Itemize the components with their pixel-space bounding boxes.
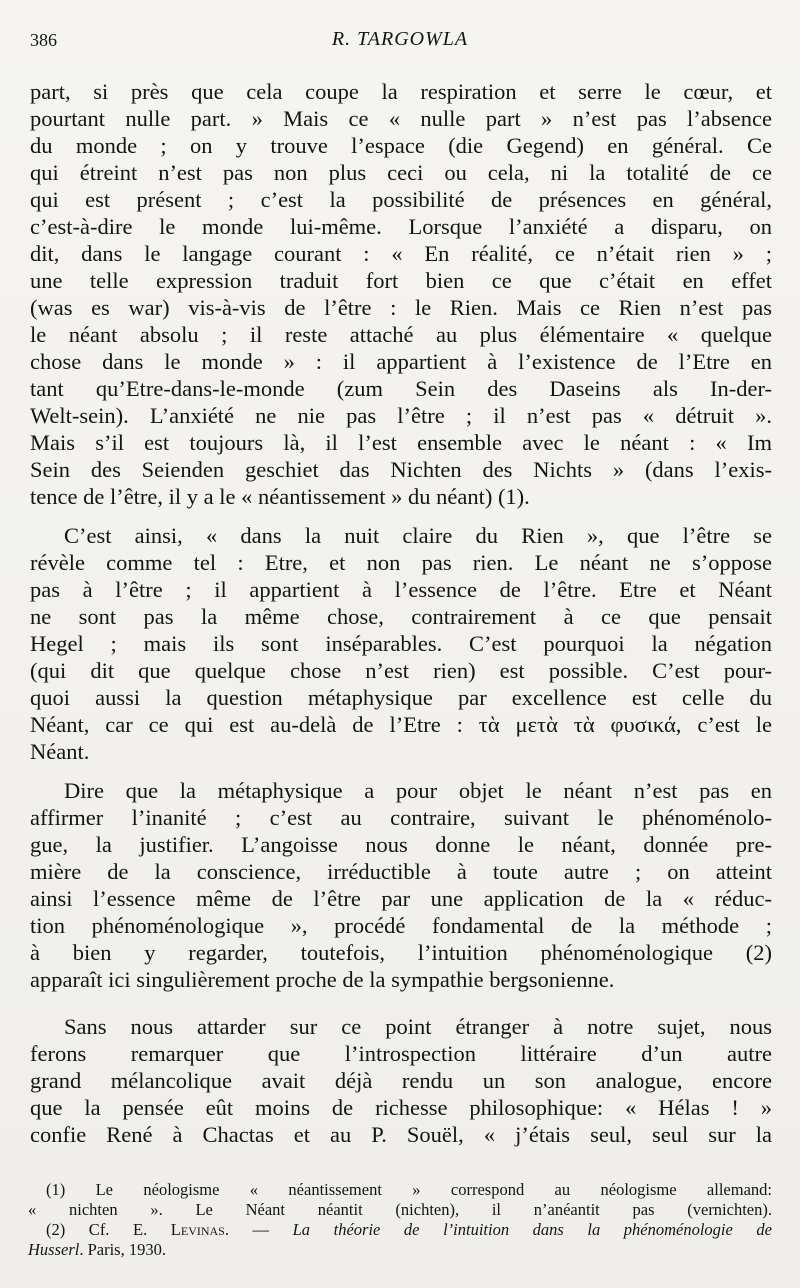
text-line: pourtant nulle part. » Mais ce « nulle part » n’est pas l’absence <box>30 106 772 131</box>
text-line: grand mélancolique avait déjà rendu un son analogue, encore <box>30 1068 772 1093</box>
footnote-2-rest: . Paris, 1930. <box>79 1240 166 1259</box>
text-line: pas à l’être ; il appartient à l’essence de l’être. Etre et Néant <box>30 577 772 602</box>
text-line: Sein des Seienden geschiet das Nichten des Nichts » (dans l’exis- <box>30 457 772 482</box>
footnote-1-line-1: (1) Le néologisme « néantissement » correspond au néologisme allemand: <box>46 1180 772 1199</box>
footnote-2-line-2 <box>28 1240 772 1260</box>
paragraph-gap <box>30 765 772 777</box>
page-header <box>30 28 770 58</box>
text-line: confie René à Chactas et au P. Souël, « j’étais seul, seul sur la <box>30 1122 772 1147</box>
footnote-1-line-2: « nichten ». Le Néant néantit (nichten), il n’anéantit pas (vernichten). <box>28 1200 772 1219</box>
paragraph-gap <box>30 510 772 522</box>
footnote-2-prefix: (2) Cf. E. <box>46 1220 171 1239</box>
text-line: ferons remarquer que l’introspection littéraire d’un autre <box>30 1041 772 1066</box>
text-line: dit, dans le langage courant : « En réalité, ce n’était rien » ; <box>30 241 772 266</box>
text-line: une telle expression traduit fort bien ce que c’était en effet <box>30 268 772 293</box>
paragraph-4 <box>30 1013 772 1148</box>
text-line: qui est présent ; c’est la possibilité de présences en général, <box>30 187 772 212</box>
footnote-2-dash: . — <box>224 1220 293 1239</box>
text-line: tence de l’être, il y a le « néantissement » du néant) (1). <box>30 484 530 509</box>
paragraph-2 <box>30 522 772 765</box>
text-line: gue, la justifier. L’angoisse nous donne le néant, donnée pre- <box>30 832 772 857</box>
text-line: tion phénoménologique », procédé fondamental de la méthode ; <box>30 913 772 938</box>
text-line: du monde ; on y trouve l’espace (die Gegend) en général. Ce <box>30 133 772 158</box>
text-line: Néant, car ce qui est au-delà de l’Etre : τὰ μετὰ τὰ φυσικά, c’est le <box>30 712 772 737</box>
text-line: Hegel ; mais ils sont inséparables. C’est pourquoi la négation <box>30 631 772 656</box>
text-line: ainsi l’essence même de l’être par une application de la « réduc- <box>30 886 772 911</box>
text-line: c’est-à-dire le monde lui-même. Lorsque l’anxiété a disparu, on <box>30 214 772 239</box>
text-line: Welt-sein). L’anxiété ne nie pas l’être ; il n’est pas « détruit ». <box>30 403 772 428</box>
paragraph-1 <box>30 78 772 510</box>
paragraph-gap <box>30 993 772 1013</box>
text-line: (qui dit que quelque chose n’est rien) est possible. C’est pour- <box>30 658 772 683</box>
text-line: (was es war) vis-à-vis de l’être : le Rien. Mais ce Rien n’est pas <box>30 295 772 320</box>
text-line: ne sont pas la même chose, contrairement à ce que pensait <box>30 604 772 629</box>
text-line: le néant absolu ; il reste attaché au plus élémentaire « quelque <box>30 322 772 347</box>
paragraph-3 <box>30 777 772 993</box>
footnote-2-title-part-1: La théorie de l’intuition dans la phénoménologie de <box>292 1220 772 1239</box>
text-line: Mais s’il est toujours là, il l’est ensemble avec le néant : « Im <box>30 430 772 455</box>
body-text <box>30 78 772 1148</box>
footnote-2-author: Levinas <box>170 1220 225 1239</box>
text-line: part, si près que cela coupe la respiration et serre le cœur, et <box>30 79 772 104</box>
text-line: chose dans le monde » : il appartient à l’existence de l’Etre en <box>30 349 772 374</box>
running-head: R. TARGOWLA <box>331 28 469 50</box>
footnote-2-title-part-2: Husserl <box>28 1240 80 1259</box>
text-line: Sans nous attarder sur ce point étranger à notre sujet, nous <box>64 1014 772 1039</box>
text-line: C’est ainsi, « dans la nuit claire du Rien », que l’être se <box>64 523 772 548</box>
text-line: Dire que la métaphysique a pour objet le néant n’est pas en <box>64 778 772 803</box>
text-line: tant qu’Etre-dans-le-monde (zum Sein des Daseins als In-der- <box>30 376 772 401</box>
footnote-2-line-1 <box>46 1220 772 1240</box>
text-line: qui étreint n’est pas non plus ceci ou cela, ni la totalité de ce <box>30 160 772 185</box>
text-line: quoi aussi la question métaphysique par excellence est celle du <box>30 685 772 710</box>
footnotes <box>28 1180 772 1260</box>
text-line: apparaît ici singulièrement proche de la sympathie bergsonienne. <box>30 967 615 992</box>
text-line: mière de la conscience, irréductible à toute autre ; on atteint <box>30 859 772 884</box>
text-line: Néant. <box>30 739 90 764</box>
text-line: à bien y regarder, toutefois, l’intuition phénoménologique (2) <box>30 940 772 965</box>
text-line: affirmer l’inanité ; c’est au contraire, suivant le phénoménolo- <box>30 805 772 830</box>
text-line: que la pensée eût moins de richesse philosophique: « Hélas ! » <box>30 1095 772 1120</box>
page-number: 386 <box>30 30 57 50</box>
text-line: révèle comme tel : Etre, et non pas rien. Le néant ne s’oppose <box>30 550 772 575</box>
